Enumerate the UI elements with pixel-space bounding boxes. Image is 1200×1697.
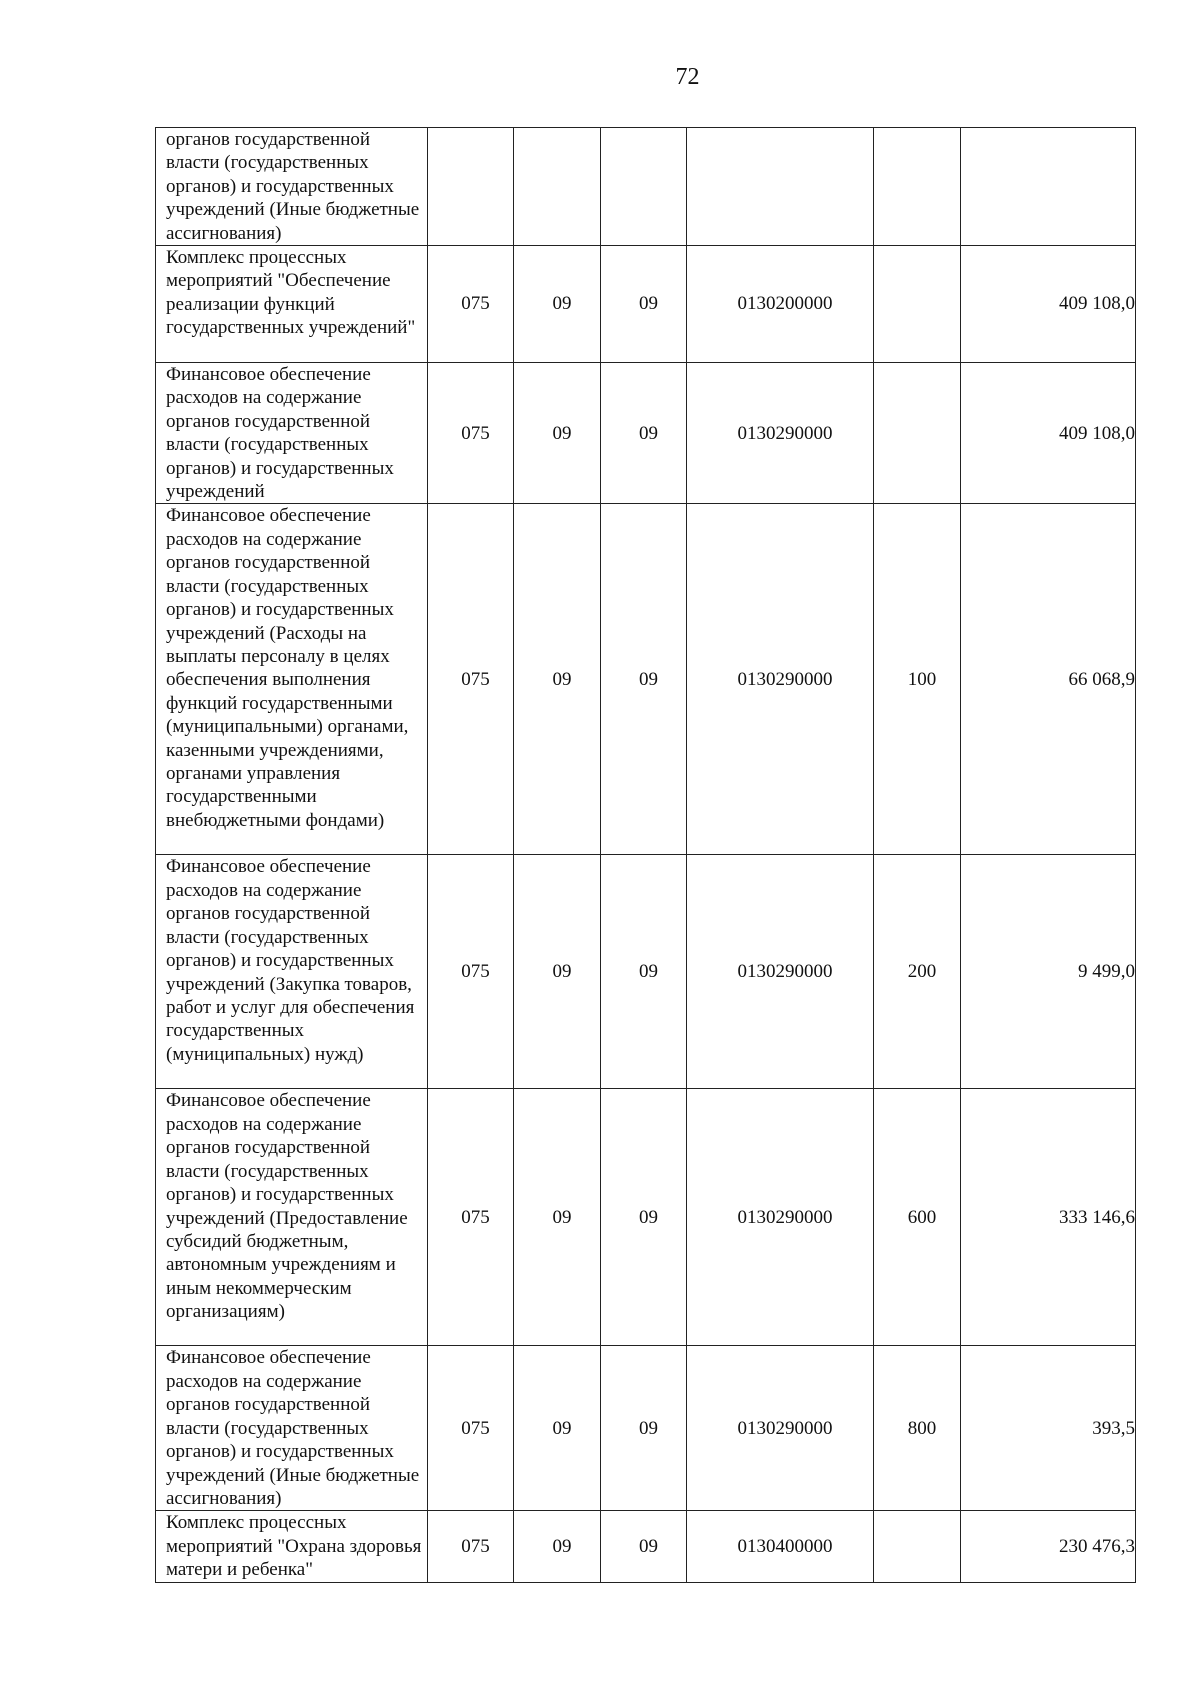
page-number: 72 xyxy=(675,64,700,90)
table-row xyxy=(156,363,1136,504)
row-name: Финансовое обеспечение расходов на содержание органов государственной власти (государственных органов) и государственных учреждений (Иные бюджетные ассигнования) xyxy=(156,1346,428,1511)
expense-type-code: 200 xyxy=(874,855,961,1089)
ministry-code: 075 xyxy=(428,1511,514,1582)
subsection-code: 09 xyxy=(601,246,687,363)
amount: 66 068,9 xyxy=(961,504,1136,855)
target-code: 0130290000 xyxy=(687,855,874,1089)
subsection-code: 09 xyxy=(601,855,687,1089)
row-name: Финансовое обеспечение расходов на содержание органов государственной власти (государственных органов) и государственных учреждений (Расходы на выплаты персоналу в целях обеспечения выполнения функций государственными (муниципальными) органами, казенными учреждениями, органами управления государственными внебюджетными фондами) xyxy=(156,504,428,855)
table-row xyxy=(156,1511,1136,1582)
expense-type-code xyxy=(874,128,961,246)
table-row xyxy=(156,246,1136,363)
amount xyxy=(961,128,1136,246)
expense-type-code: 800 xyxy=(874,1346,961,1511)
table-row xyxy=(156,1089,1136,1346)
ministry-code: 075 xyxy=(428,855,514,1089)
ministry-code xyxy=(428,128,514,246)
target-code: 0130290000 xyxy=(687,363,874,504)
ministry-code: 075 xyxy=(428,363,514,504)
section-code xyxy=(514,128,601,246)
expense-type-code xyxy=(874,1511,961,1582)
expense-type-code xyxy=(874,246,961,363)
amount: 333 146,6 xyxy=(961,1089,1136,1346)
target-code: 0130400000 xyxy=(687,1511,874,1582)
subsection-code: 09 xyxy=(601,1346,687,1511)
amount: 393,5 xyxy=(961,1346,1136,1511)
section-code: 09 xyxy=(514,504,601,855)
target-code: 0130290000 xyxy=(687,1089,874,1346)
row-name: Комплекс процессных мероприятий "Охрана здоровья матери и ребенка" xyxy=(156,1511,428,1582)
table-row xyxy=(156,855,1136,1089)
subsection-code: 09 xyxy=(601,504,687,855)
ministry-code: 075 xyxy=(428,504,514,855)
amount: 230 476,3 xyxy=(961,1511,1136,1582)
target-code: 0130200000 xyxy=(687,246,874,363)
subsection-code: 09 xyxy=(601,1089,687,1346)
table-row xyxy=(156,1346,1136,1511)
budget-table xyxy=(155,127,1136,1583)
amount: 9 499,0 xyxy=(961,855,1136,1089)
amount: 409 108,0 xyxy=(961,363,1136,504)
row-name: Финансовое обеспечение расходов на содержание органов государственной власти (государственных органов) и государственных учреждений (Предоставление субсидий бюджетным, автономным учреждениям и иным некоммерческим организациям) xyxy=(156,1089,428,1346)
target-code xyxy=(687,128,874,246)
section-code: 09 xyxy=(514,363,601,504)
section-code: 09 xyxy=(514,855,601,1089)
ministry-code: 075 xyxy=(428,1089,514,1346)
section-code: 09 xyxy=(514,1089,601,1346)
table-row xyxy=(156,504,1136,855)
subsection-code xyxy=(601,128,687,246)
ministry-code: 075 xyxy=(428,1346,514,1511)
amount: 409 108,0 xyxy=(961,246,1136,363)
section-code: 09 xyxy=(514,1511,601,1582)
target-code: 0130290000 xyxy=(687,504,874,855)
expense-type-code: 100 xyxy=(874,504,961,855)
subsection-code: 09 xyxy=(601,1511,687,1582)
table-row xyxy=(156,128,1136,246)
target-code: 0130290000 xyxy=(687,1346,874,1511)
row-name: Финансовое обеспечение расходов на содержание органов государственной власти (государственных органов) и государственных учреждений xyxy=(156,363,428,504)
section-code: 09 xyxy=(514,1346,601,1511)
expense-type-code xyxy=(874,363,961,504)
subsection-code: 09 xyxy=(601,363,687,504)
row-name: Комплекс процессных мероприятий "Обеспечение реализации функций государственных учреждений" xyxy=(156,246,428,363)
ministry-code: 075 xyxy=(428,246,514,363)
row-name: органов государственной власти (государственных органов) и государственных учреждений (Иные бюджетные ассигнования) xyxy=(156,128,428,246)
expense-type-code: 600 xyxy=(874,1089,961,1346)
section-code: 09 xyxy=(514,246,601,363)
row-name: Финансовое обеспечение расходов на содержание органов государственной власти (государственных органов) и государственных учреждений (Закупка товаров, работ и услуг для обеспечения государственных (муниципальных) нужд) xyxy=(156,855,428,1089)
